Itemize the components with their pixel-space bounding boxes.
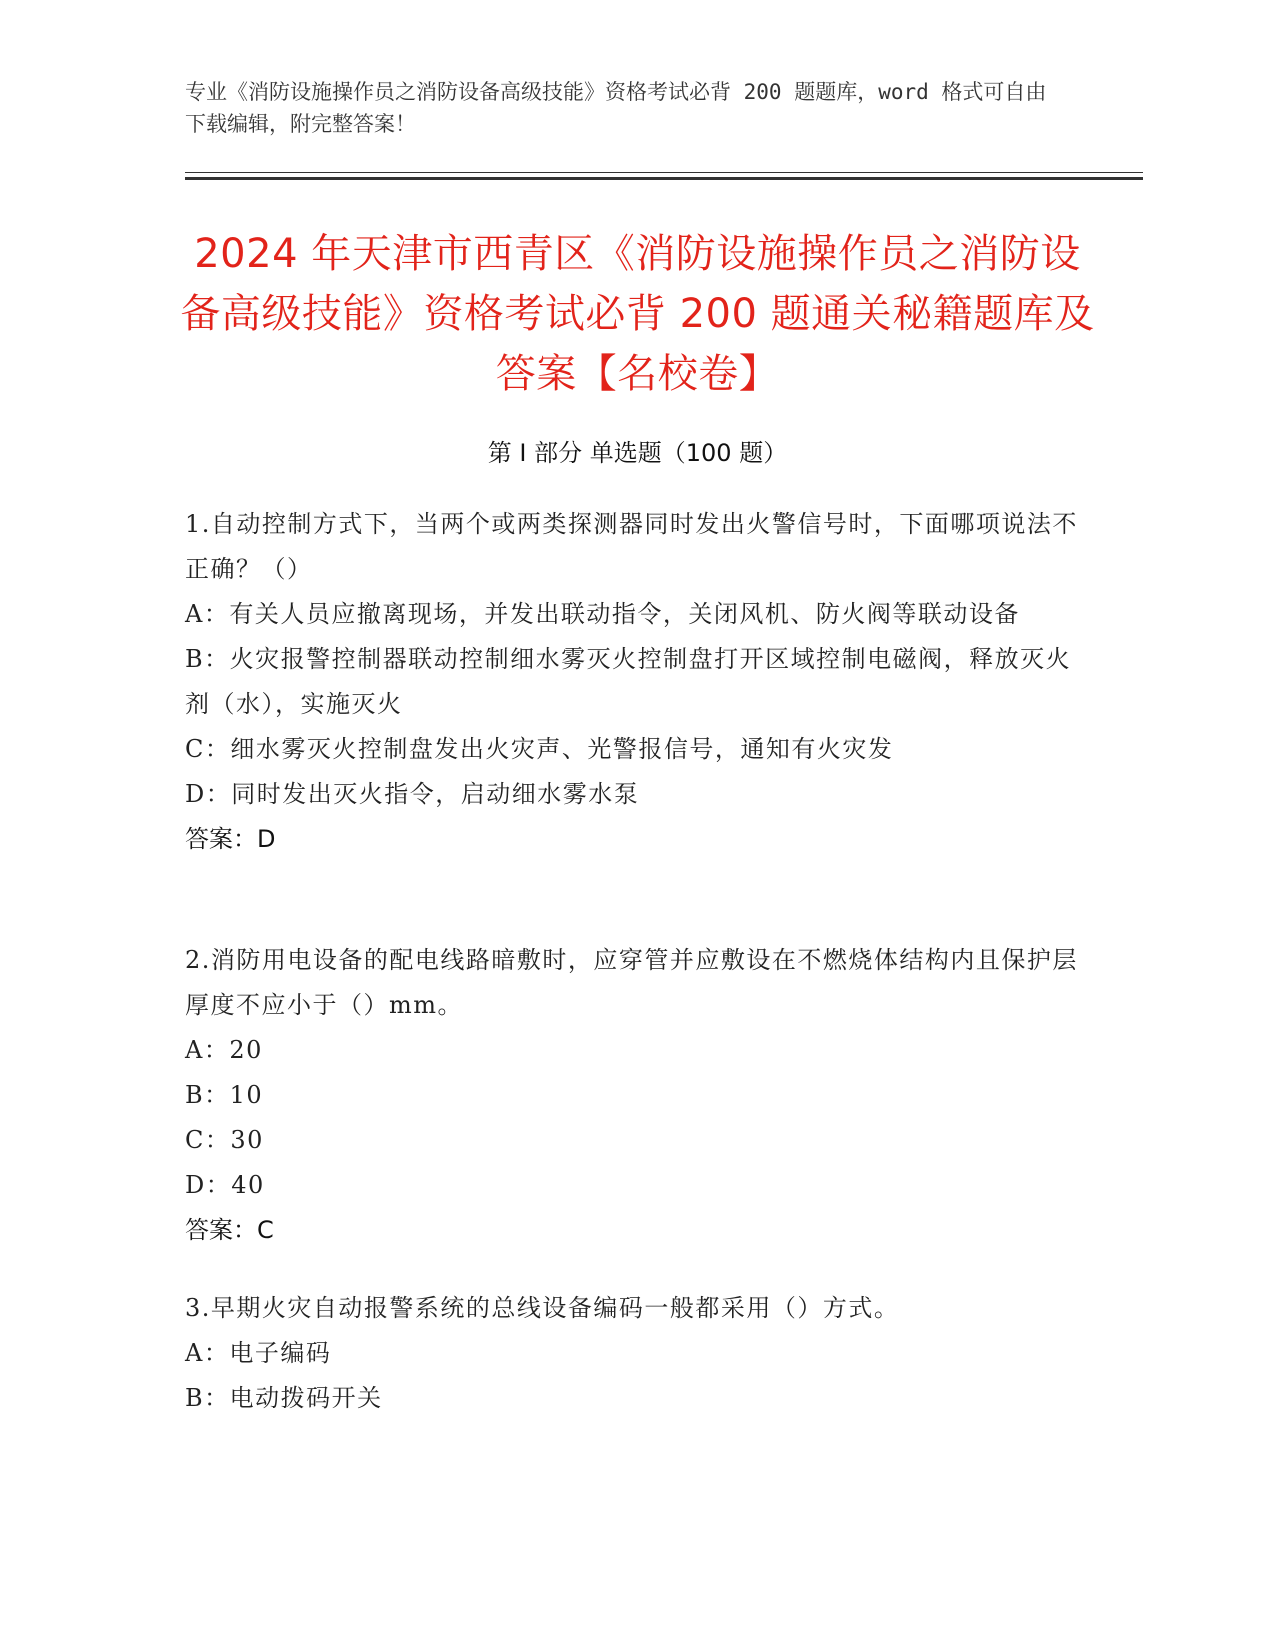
option-d: D：同时发出灭火指令，启动细水雾水泵 <box>185 780 640 808</box>
header-divider-thick <box>185 177 1143 180</box>
question-1 <box>185 502 1085 862</box>
option-b: B：10 <box>185 1081 264 1109</box>
option-a: A：电子编码 <box>185 1339 332 1367</box>
option-a: A：20 <box>185 1036 263 1064</box>
question-2 <box>185 938 1085 1253</box>
header-note: 专业《消防设施操作员之消防设备高级技能》资格考试必背 200 题题库，word 格式可自由下载编辑，附完整答案！ <box>185 80 1047 136</box>
option-b: B：电动拨码开关 <box>185 1384 383 1412</box>
option-c: C：细水雾灭火控制盘发出火灾声、光警报信号，通知有火灾发 <box>185 735 894 763</box>
section-title: 第 I 部分 单选题（100 题） <box>487 439 788 467</box>
option-b: B：火灾报警控制器联动控制细水雾灭火控制盘打开区域控制电磁阀，释放灭火剂（水），实施灭火 <box>185 645 1072 718</box>
question-3 <box>185 1286 1085 1421</box>
option-a: A：有关人员应撤离现场，并发出联动指令，关闭风机、防火阀等联动设备 <box>185 600 1020 628</box>
answer: 答案：D <box>185 825 276 853</box>
question-stem: 3.早期火灾自动报警系统的总线设备编码一般都采用（）方式。 <box>185 1294 900 1322</box>
answer: 答案：C <box>185 1216 274 1244</box>
header-divider-thin <box>185 172 1143 173</box>
question-stem: 1.自动控制方式下，当两个或两类探测器同时发出火警信号时，下面哪项说法不正确？（） <box>185 510 1078 583</box>
option-c: C：30 <box>185 1126 264 1154</box>
document-title: 2024 年天津市西青区《消防设施操作员之消防设备高级技能》资格考试必背 200 题通关秘籍题库及答案【名校卷】 <box>180 231 1095 397</box>
option-d: D：40 <box>185 1171 265 1199</box>
question-stem: 2.消防用电设备的配电线路暗敷时，应穿管并应敷设在不燃烧体结构内且保护层厚度不应小于（）mm。 <box>185 946 1078 1019</box>
